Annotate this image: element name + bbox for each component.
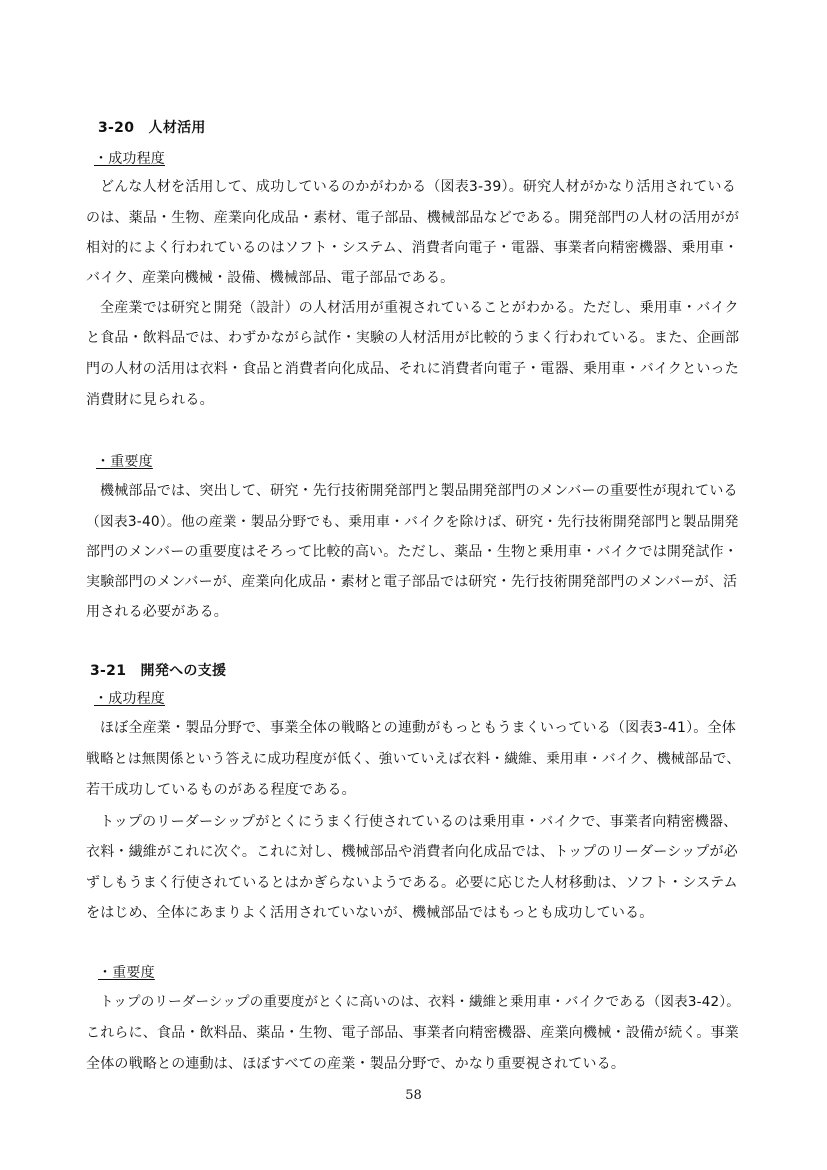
paragraph-line: 消費財に見られる。	[86, 392, 214, 408]
paragraph-line: と食品・飲料品では、わずかながら試作・実験の人材活用が比較的うまく行われている。また、企画部	[86, 330, 740, 346]
paragraph-line: 全産業では研究と開発（設計）の人材活用が重視されていることがわかる。ただし、乗用車・バイク	[100, 300, 739, 316]
paragraph-line: 実験部門のメンバーが、産業向化成品・素材と電子部品では研究・先行技術開発部門のメンバーが、活	[86, 574, 738, 590]
paragraph-line: 全体の戦略との連動は、ほぼすべての産業・製品分野で、かなり重要視されている。	[86, 1056, 626, 1072]
section-heading: 3-20 人材活用	[98, 120, 206, 136]
paragraph-line: （図表3-40）。他の産業・製品分野でも、乗用車・バイクを除けば、研究・先行技術開発部門と製品開発	[86, 514, 739, 530]
paragraph-line: トップのリーダーシップがとくにうまく行使されているのは乗用車・バイクで、事業者向精密機器、	[100, 814, 738, 830]
subsection-title: ・重要度	[96, 454, 153, 470]
paragraph-line: 戦略とは無関係という答えに成功程度が低く、強いていえば衣料・繊維、乗用車・バイク、機械部品で、	[86, 751, 741, 767]
paragraph-line: これらに、食品・飲料品、薬品・生物、電子部品、事業者向精密機器、産業向機械・設備が続く。事業	[86, 1025, 739, 1041]
paragraph-line: をはじめ、全体にあまりよく活用されていないが、機械部品ではもっとも成功している。	[86, 905, 654, 921]
subsection-title: ・重要度	[98, 965, 155, 981]
paragraph-line: ほぼ全産業・製品分野で、事業全体の戦略との連動がもっともうまくいっている（図表3-41）。全体	[100, 720, 736, 736]
paragraph-line: 部門のメンバーの重要度はそろって比較的高い。ただし、薬品・生物と乗用車・バイクでは開発試作・	[86, 544, 738, 560]
paragraph-line: 衣料・繊維がこれに次ぐ。これに対し、機械部品や消費者向化成品では、トップのリーダーシップが必	[86, 844, 738, 860]
paragraph-line: バイク、産業向機械・設備、機械部品、電子部品である。	[86, 270, 455, 286]
paragraph-line: トップのリーダーシップの重要度がとくに高いのは、衣料・繊維と乗用車・バイクである（図表3-42）。	[100, 994, 740, 1010]
page-number: 58	[405, 1088, 422, 1103]
paragraph-line: どんな人材を活用して、成功しているのかがわかる（図表3-39）。研究人材がかなり活用されている	[100, 179, 736, 195]
subsection-title: ・成功程度	[94, 691, 165, 707]
paragraph-line: 門の人材の活用は衣料・食品と消費者向化成品、それに消費者向電子・電器、乗用車・バイクといった	[86, 361, 739, 377]
paragraph-line: 機械部品では、突出して、研究・先行技術開発部門と製品開発部門のメンバーの重要性が現れている	[100, 483, 738, 499]
paragraph-line: 若干成功しているものがある程度である。	[86, 782, 356, 798]
subsection-title: ・成功程度	[94, 151, 165, 167]
paragraph-line: 相対的によく行われているのはソフト・システム、消費者向電子・電器、事業者向精密機器、乗用車・	[86, 240, 739, 256]
paragraph-line: 用される必要がある。	[86, 604, 228, 620]
paragraph-line: のは、薬品・生物、産業向化成品・素材、電子部品、機械部品などである。開発部門の人材の活用がが	[86, 210, 740, 226]
paragraph-line: ずしもうまく行使されているとはかぎらないようである。必要に応じた人材移動は、ソフト・システム	[86, 875, 738, 891]
section-heading: 3-21 開発への支援	[90, 663, 227, 679]
